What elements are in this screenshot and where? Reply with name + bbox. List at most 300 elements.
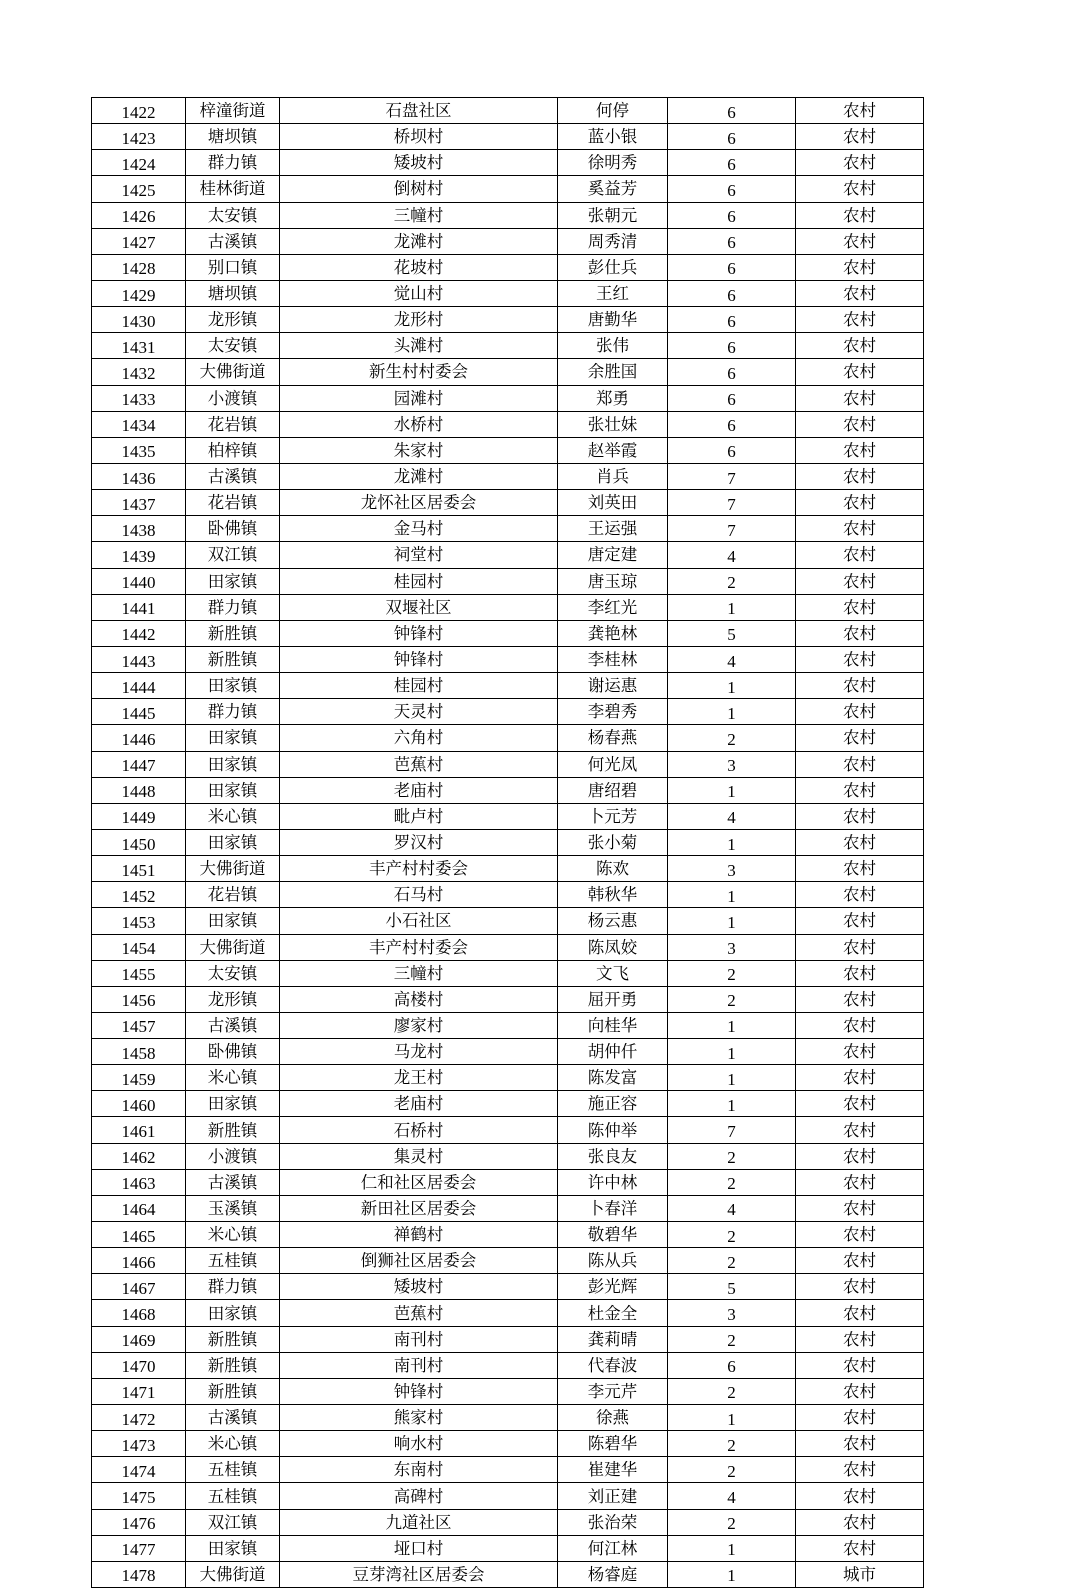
cell-name: 文飞 [558,960,668,986]
cell-serial-number: 1430 [92,307,186,333]
cell-village: 六角村 [280,725,558,751]
cell-name: 陈仲举 [558,1117,668,1143]
cell-area-type: 农村 [796,176,924,202]
table-row [92,98,924,124]
table-row [92,908,924,934]
cell-town: 大佛街道 [186,1561,280,1587]
cell-town: 塘坝镇 [186,124,280,150]
cell-name: 李元芹 [558,1378,668,1404]
cell-area-type: 农村 [796,1195,924,1221]
cell-town: 古溪镇 [186,1169,280,1195]
cell-name: 李碧秀 [558,699,668,725]
table-row [92,1274,924,1300]
cell-serial-number: 1435 [92,437,186,463]
cell-area-type: 农村 [796,411,924,437]
cell-town: 田家镇 [186,777,280,803]
cell-serial-number: 1475 [92,1483,186,1509]
cell-name: 张伟 [558,333,668,359]
cell-name: 周秀清 [558,228,668,254]
cell-serial-number: 1456 [92,986,186,1012]
cell-village: 觉山村 [280,280,558,306]
cell-count: 2 [668,1326,796,1352]
cell-count: 1 [668,908,796,934]
cell-count: 1 [668,829,796,855]
cell-area-type: 农村 [796,882,924,908]
table-row [92,124,924,150]
cell-count: 1 [668,1561,796,1587]
cell-area-type: 农村 [796,934,924,960]
cell-name: 代春波 [558,1352,668,1378]
cell-serial-number: 1434 [92,411,186,437]
cell-serial-number: 1459 [92,1065,186,1091]
cell-serial-number: 1476 [92,1509,186,1535]
cell-name: 唐玉琼 [558,568,668,594]
cell-village: 三幢村 [280,202,558,228]
cell-count: 2 [668,1222,796,1248]
cell-name: 龚艳林 [558,620,668,646]
cell-village: 天灵村 [280,699,558,725]
table-row [92,516,924,542]
cell-name: 陈发富 [558,1065,668,1091]
cell-area-type: 农村 [796,1065,924,1091]
cell-count: 3 [668,1300,796,1326]
cell-area-type: 农村 [796,385,924,411]
cell-serial-number: 1446 [92,725,186,751]
cell-count: 1 [668,882,796,908]
cell-area-type: 农村 [796,1222,924,1248]
cell-village: 廖家村 [280,1012,558,1038]
cell-town: 别口镇 [186,254,280,280]
cell-serial-number: 1423 [92,124,186,150]
cell-town: 太安镇 [186,333,280,359]
cell-area-type: 农村 [796,1535,924,1561]
cell-area-type: 农村 [796,568,924,594]
cell-count: 5 [668,620,796,646]
cell-count: 3 [668,856,796,882]
cell-count: 6 [668,254,796,280]
table-row [92,1169,924,1195]
cell-name: 施正容 [558,1091,668,1117]
cell-name: 张朝元 [558,202,668,228]
cell-count: 6 [668,307,796,333]
cell-village: 丰产村村委会 [280,856,558,882]
cell-name: 李红光 [558,594,668,620]
cell-name: 向桂华 [558,1012,668,1038]
cell-area-type: 农村 [796,333,924,359]
cell-village: 祠堂村 [280,542,558,568]
cell-count: 6 [668,228,796,254]
cell-village: 老庙村 [280,1091,558,1117]
cell-count: 3 [668,934,796,960]
table-row [92,150,924,176]
cell-serial-number: 1474 [92,1457,186,1483]
cell-name: 陈从兵 [558,1248,668,1274]
cell-count: 2 [668,1378,796,1404]
cell-serial-number: 1432 [92,359,186,385]
cell-count: 4 [668,1483,796,1509]
cell-count: 2 [668,1143,796,1169]
cell-name: 杜金全 [558,1300,668,1326]
cell-area-type: 农村 [796,1248,924,1274]
table-row [92,1483,924,1509]
cell-count: 7 [668,516,796,542]
cell-name: 陈凤姣 [558,934,668,960]
table-row [92,1039,924,1065]
cell-area-type: 农村 [796,228,924,254]
cell-name: 彭仕兵 [558,254,668,280]
cell-area-type: 农村 [796,646,924,672]
cell-village: 矮坡村 [280,150,558,176]
cell-count: 1 [668,1065,796,1091]
cell-count: 6 [668,411,796,437]
cell-village: 钟锋村 [280,1378,558,1404]
cell-town: 米心镇 [186,1222,280,1248]
cell-area-type: 农村 [796,1012,924,1038]
cell-count: 6 [668,202,796,228]
cell-village: 东南村 [280,1457,558,1483]
cell-name: 崔建华 [558,1457,668,1483]
cell-count: 1 [668,594,796,620]
cell-serial-number: 1426 [92,202,186,228]
table-row [92,359,924,385]
cell-area-type: 农村 [796,673,924,699]
cell-village: 水桥村 [280,411,558,437]
cell-area-type: 农村 [796,463,924,489]
table-row [92,1222,924,1248]
cell-serial-number: 1444 [92,673,186,699]
cell-count: 1 [668,777,796,803]
cell-village: 集灵村 [280,1143,558,1169]
cell-count: 1 [668,1039,796,1065]
cell-town: 新胜镇 [186,646,280,672]
cell-count: 7 [668,1117,796,1143]
cell-area-type: 农村 [796,98,924,124]
cell-area-type: 农村 [796,594,924,620]
table-row [92,280,924,306]
table-row [92,725,924,751]
cell-area-type: 农村 [796,1091,924,1117]
cell-serial-number: 1443 [92,646,186,672]
cell-name: 何停 [558,98,668,124]
cell-name: 唐定建 [558,542,668,568]
cell-name: 余胜国 [558,359,668,385]
cell-village: 倒狮社区居委会 [280,1248,558,1274]
cell-area-type: 农村 [796,1352,924,1378]
cell-town: 大佛街道 [186,856,280,882]
cell-village: 石马村 [280,882,558,908]
cell-village: 龙怀社区居委会 [280,490,558,516]
table-row [92,1535,924,1561]
cell-village: 三幢村 [280,960,558,986]
cell-town: 花岩镇 [186,411,280,437]
cell-town: 五桂镇 [186,1248,280,1274]
cell-count: 6 [668,280,796,306]
cell-serial-number: 1461 [92,1117,186,1143]
cell-serial-number: 1428 [92,254,186,280]
cell-village: 仁和社区居委会 [280,1169,558,1195]
cell-name: 何光凤 [558,751,668,777]
cell-name: 卜春洋 [558,1195,668,1221]
cell-serial-number: 1458 [92,1039,186,1065]
table-row [92,829,924,855]
cell-serial-number: 1473 [92,1431,186,1457]
cell-serial-number: 1427 [92,228,186,254]
table-row [92,934,924,960]
cell-village: 芭蕉村 [280,1300,558,1326]
cell-name: 陈碧华 [558,1431,668,1457]
cell-count: 7 [668,463,796,489]
cell-village: 桥坝村 [280,124,558,150]
cell-count: 3 [668,751,796,777]
cell-area-type: 农村 [796,542,924,568]
cell-count: 1 [668,699,796,725]
cell-village: 桂园村 [280,568,558,594]
cell-area-type: 农村 [796,437,924,463]
cell-count: 6 [668,385,796,411]
table-row [92,1431,924,1457]
cell-area-type: 农村 [796,1431,924,1457]
cell-town: 大佛街道 [186,934,280,960]
cell-serial-number: 1452 [92,882,186,908]
cell-area-type: 城市 [796,1561,924,1587]
cell-count: 6 [668,124,796,150]
cell-area-type: 农村 [796,516,924,542]
cell-count: 1 [668,1535,796,1561]
cell-village: 禅鹤村 [280,1222,558,1248]
cell-serial-number: 1453 [92,908,186,934]
cell-town: 新胜镇 [186,1352,280,1378]
cell-area-type: 农村 [796,777,924,803]
cell-count: 2 [668,986,796,1012]
cell-village: 南刊村 [280,1326,558,1352]
cell-serial-number: 1439 [92,542,186,568]
table-row [92,620,924,646]
cell-area-type: 农村 [796,725,924,751]
table-row [92,803,924,829]
cell-village: 金马村 [280,516,558,542]
cell-name: 李桂林 [558,646,668,672]
cell-village: 垭口村 [280,1535,558,1561]
cell-count: 4 [668,542,796,568]
cell-name: 唐勤华 [558,307,668,333]
cell-count: 6 [668,1352,796,1378]
cell-area-type: 农村 [796,1378,924,1404]
cell-area-type: 农村 [796,751,924,777]
cell-village: 龙滩村 [280,463,558,489]
cell-name: 奚益芳 [558,176,668,202]
cell-area-type: 农村 [796,124,924,150]
cell-village: 高楼村 [280,986,558,1012]
cell-town: 古溪镇 [186,1405,280,1431]
cell-serial-number: 1425 [92,176,186,202]
cell-serial-number: 1429 [92,280,186,306]
table-row [92,411,924,437]
cell-village: 桂园村 [280,673,558,699]
table-row [92,307,924,333]
cell-name: 杨云惠 [558,908,668,934]
cell-count: 4 [668,803,796,829]
table-row [92,1195,924,1221]
table-row [92,960,924,986]
cell-town: 桂林街道 [186,176,280,202]
cell-name: 赵举霞 [558,437,668,463]
cell-serial-number: 1457 [92,1012,186,1038]
cell-count: 1 [668,1091,796,1117]
cell-serial-number: 1424 [92,150,186,176]
cell-name: 许中林 [558,1169,668,1195]
cell-count: 1 [668,1012,796,1038]
table-row [92,1248,924,1274]
cell-town: 古溪镇 [186,228,280,254]
cell-town: 龙形镇 [186,986,280,1012]
cell-name: 杨春燕 [558,725,668,751]
cell-area-type: 农村 [796,856,924,882]
cell-area-type: 农村 [796,1143,924,1169]
cell-area-type: 农村 [796,986,924,1012]
cell-village: 龙王村 [280,1065,558,1091]
cell-village: 新生村村委会 [280,359,558,385]
cell-serial-number: 1469 [92,1326,186,1352]
cell-name: 敬碧华 [558,1222,668,1248]
cell-village: 园滩村 [280,385,558,411]
cell-town: 大佛街道 [186,359,280,385]
cell-village: 罗汉村 [280,829,558,855]
cell-town: 田家镇 [186,568,280,594]
cell-town: 龙形镇 [186,307,280,333]
cell-town: 太安镇 [186,202,280,228]
table-row [92,1065,924,1091]
cell-area-type: 农村 [796,359,924,385]
cell-town: 花岩镇 [186,882,280,908]
cell-count: 2 [668,725,796,751]
cell-town: 五桂镇 [186,1483,280,1509]
cell-town: 群力镇 [186,699,280,725]
cell-town: 小渡镇 [186,1143,280,1169]
cell-village: 头滩村 [280,333,558,359]
cell-town: 田家镇 [186,751,280,777]
cell-town: 米心镇 [186,1431,280,1457]
table-row [92,1405,924,1431]
cell-area-type: 农村 [796,829,924,855]
cell-area-type: 农村 [796,699,924,725]
cell-count: 4 [668,646,796,672]
cell-town: 花岩镇 [186,490,280,516]
cell-count: 6 [668,333,796,359]
cell-town: 塘坝镇 [186,280,280,306]
cell-serial-number: 1422 [92,98,186,124]
cell-area-type: 农村 [796,1039,924,1065]
cell-name: 徐燕 [558,1405,668,1431]
cell-village: 倒树村 [280,176,558,202]
cell-serial-number: 1437 [92,490,186,516]
cell-serial-number: 1431 [92,333,186,359]
table-row [92,385,924,411]
cell-village: 石桥村 [280,1117,558,1143]
cell-count: 6 [668,437,796,463]
data-table [91,97,924,1588]
table-row [92,1117,924,1143]
cell-serial-number: 1441 [92,594,186,620]
table-row [92,333,924,359]
cell-serial-number: 1472 [92,1405,186,1431]
cell-village: 双堰社区 [280,594,558,620]
cell-area-type: 农村 [796,1300,924,1326]
cell-area-type: 农村 [796,490,924,516]
cell-serial-number: 1449 [92,803,186,829]
table-body [92,98,924,1588]
cell-village: 钟锋村 [280,620,558,646]
table-row [92,882,924,908]
cell-village: 龙形村 [280,307,558,333]
cell-town: 群力镇 [186,1274,280,1300]
table-row [92,1300,924,1326]
table-row [92,986,924,1012]
cell-count: 1 [668,673,796,699]
cell-area-type: 农村 [796,1169,924,1195]
cell-count: 2 [668,1169,796,1195]
cell-village: 朱家村 [280,437,558,463]
cell-area-type: 农村 [796,1326,924,1352]
cell-town: 田家镇 [186,673,280,699]
cell-town: 新胜镇 [186,1326,280,1352]
table-row [92,568,924,594]
cell-serial-number: 1438 [92,516,186,542]
cell-area-type: 农村 [796,150,924,176]
cell-serial-number: 1454 [92,934,186,960]
table-row [92,542,924,568]
cell-name: 蓝小银 [558,124,668,150]
cell-serial-number: 1445 [92,699,186,725]
cell-name: 张壮妹 [558,411,668,437]
table-row [92,228,924,254]
cell-town: 双江镇 [186,1509,280,1535]
cell-name: 唐绍碧 [558,777,668,803]
cell-village: 新田社区居委会 [280,1195,558,1221]
cell-town: 田家镇 [186,1300,280,1326]
table-row [92,594,924,620]
cell-village: 丰产村村委会 [280,934,558,960]
table-row [92,699,924,725]
table-row [92,1091,924,1117]
cell-area-type: 农村 [796,620,924,646]
cell-name: 何江林 [558,1535,668,1561]
cell-name: 张良友 [558,1143,668,1169]
cell-town: 新胜镇 [186,1378,280,1404]
cell-village: 熊家村 [280,1405,558,1431]
cell-area-type: 农村 [796,803,924,829]
cell-area-type: 农村 [796,1117,924,1143]
cell-count: 2 [668,1248,796,1274]
cell-count: 2 [668,1457,796,1483]
cell-count: 2 [668,568,796,594]
cell-serial-number: 1477 [92,1535,186,1561]
cell-area-type: 农村 [796,254,924,280]
table-row [92,1143,924,1169]
table-row [92,777,924,803]
cell-village: 钟锋村 [280,646,558,672]
table-row [92,463,924,489]
cell-area-type: 农村 [796,908,924,934]
cell-town: 小渡镇 [186,385,280,411]
cell-area-type: 农村 [796,280,924,306]
cell-serial-number: 1440 [92,568,186,594]
cell-name: 韩秋华 [558,882,668,908]
cell-village: 小石社区 [280,908,558,934]
cell-area-type: 农村 [796,202,924,228]
cell-count: 6 [668,150,796,176]
table-row [92,1561,924,1587]
cell-serial-number: 1468 [92,1300,186,1326]
